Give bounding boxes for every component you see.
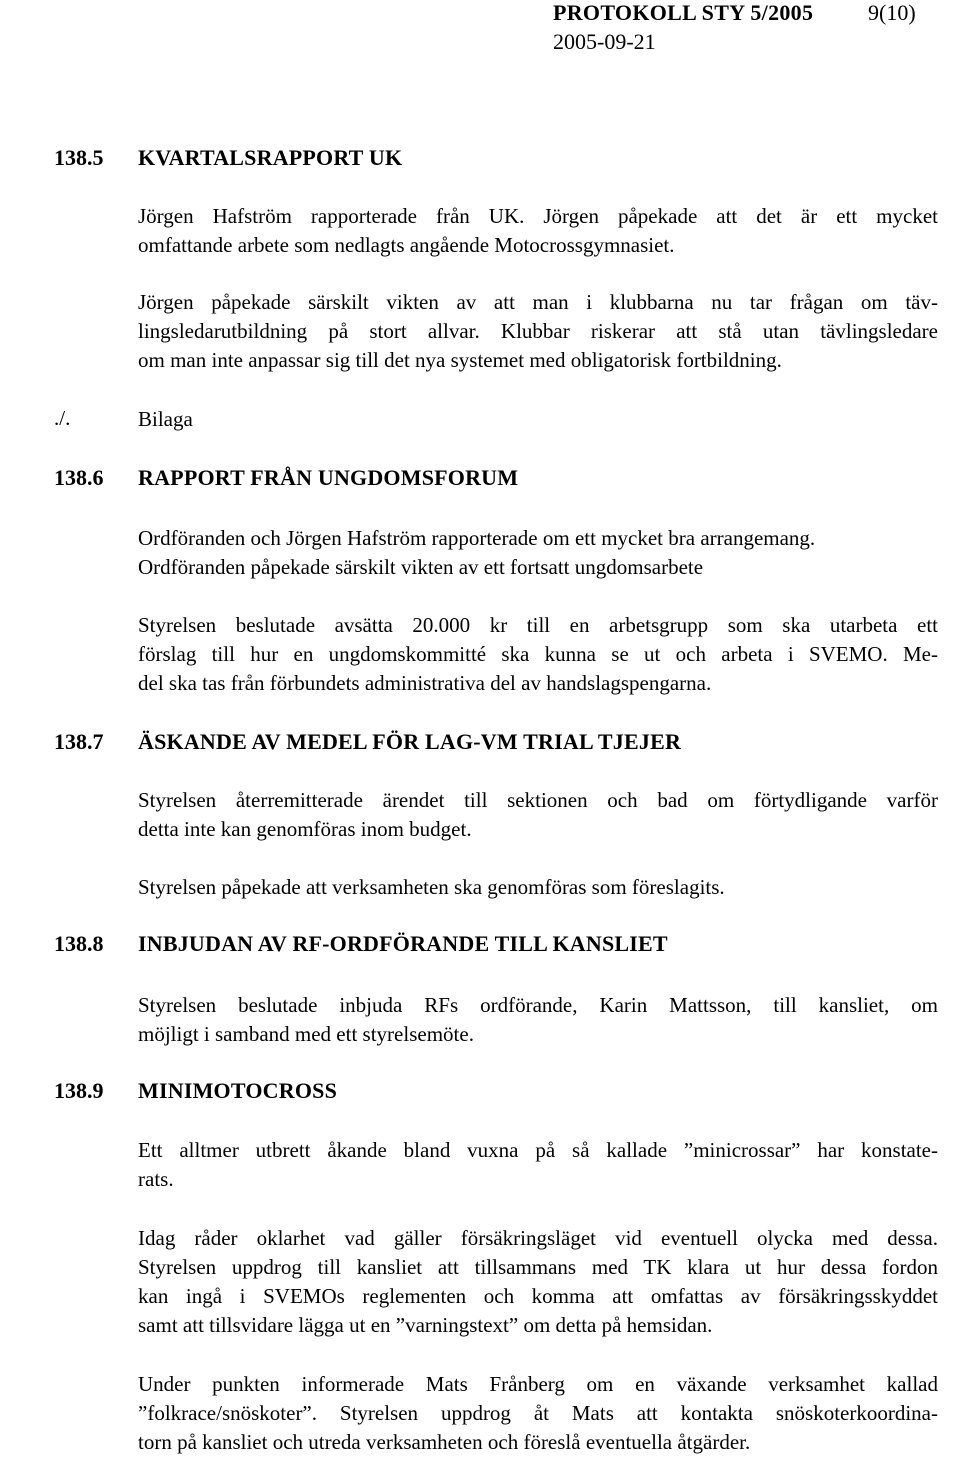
text-line: möjligt i samband med ett styrelsemöte. — [138, 1022, 474, 1046]
paragraph — [138, 1224, 938, 1340]
section-number-138-8: 138.8 — [54, 931, 104, 956]
text-line: ”folkrace/snöskoter”. Styrelsen uppdrog åt Mats att kontakta snöskoterkoordina- — [138, 1401, 938, 1425]
section-number-138-5: 138.5 — [54, 145, 104, 170]
paragraph — [138, 786, 938, 844]
attachment-margin-mark: ./. — [54, 406, 71, 430]
paragraph — [138, 1136, 938, 1194]
text-line: Jörgen påpekade särskilt vikten av att man i klubbarna nu tar frågan om täv- — [138, 290, 938, 314]
text-line: Bilaga — [138, 407, 193, 431]
section-title-138-9: MINIMOTOCROSS — [138, 1078, 337, 1103]
text-line: detta inte kan genomföras inom budget. — [138, 817, 472, 841]
paragraph — [138, 873, 938, 902]
paragraph — [138, 202, 938, 260]
paragraph — [138, 288, 938, 375]
text-line: om man inte anpassar sig till det nya systemet med obligatorisk fortbildning. — [138, 348, 782, 372]
text-line: lingsledarutbildning på stort allvar. Klubbar riskerar att stå utan tävlingsledare — [138, 319, 938, 343]
text-line: Ett alltmer utbrett åkande bland vuxna på så kallade ”minicrossar” har konstate- — [138, 1138, 938, 1162]
text-line: Idag råder oklarhet vad gäller försäkringsläget vid eventuell olycka med dessa. — [138, 1226, 938, 1250]
text-line: Styrelsen uppdrog till kansliet att tillsammans med TK klara ut hur dessa fordon — [138, 1255, 938, 1279]
paragraph — [138, 1370, 938, 1457]
text-line: rats. — [138, 1167, 174, 1191]
section-number-138-7: 138.7 — [54, 729, 104, 754]
paragraph — [138, 991, 938, 1049]
text-line: omfattande arbete som nedlagts angående Motocrossgymnasiet. — [138, 233, 675, 257]
paragraph — [138, 524, 938, 582]
text-line: förslag till hur en ungdomskommitté ska kunna se ut och arbeta i SVEMO. Me- — [138, 642, 938, 666]
attachment-label — [138, 405, 938, 434]
section-number-138-6: 138.6 — [54, 465, 104, 490]
text-line: kan ingå i SVEMOs reglementen och komma att omfattas av försäkringsskyddet — [138, 1284, 938, 1308]
text-line: Styrelsen beslutade inbjuda RFs ordförande, Karin Mattsson, till kansliet, om — [138, 993, 938, 1017]
text-line: Ordföranden påpekade särskilt vikten av ett fortsatt ungdomsarbete — [138, 555, 704, 579]
section-title-138-6: RAPPORT FRÅN UNGDOMSFORUM — [138, 465, 519, 490]
text-line: Styrelsen påpekade att verksamheten ska genomföras som föreslagits. — [138, 875, 725, 899]
section-title-138-5: KVARTALSRAPPORT UK — [138, 145, 403, 170]
text-line: Styrelsen beslutade avsätta 20.000 kr till en arbetsgrupp som ska utarbeta ett — [138, 613, 938, 637]
section-title-138-7: ÄSKANDE AV MEDEL FÖR LAG-VM TRIAL TJEJER — [138, 729, 682, 754]
text-line: Under punkten informerade Mats Frånberg om en växande verksamhet kallad — [138, 1372, 938, 1396]
text-line: Jörgen Hafström rapporterade från UK. Jörgen påpekade att det är ett mycket — [138, 204, 938, 228]
section-title-138-8: INBJUDAN AV RF-ORDFÖRANDE TILL KANSLIET — [138, 931, 668, 956]
text-line: Styrelsen återremitterade ärendet till sektionen och bad om förtydligande varför — [138, 788, 938, 812]
text-line: samt att tillsvidare lägga ut en ”varningstext” om detta på hemsidan. — [138, 1313, 713, 1337]
document-title: PROTOKOLL STY 5/2005 — [553, 0, 814, 25]
page-number: 9(10) — [868, 0, 916, 25]
paragraph — [138, 611, 938, 698]
text-line: Ordföranden och Jörgen Hafström rapporterade om ett mycket bra arrangemang. — [138, 526, 816, 550]
text-line: torn på kansliet och utreda verksamheten och föreslå eventuella åtgärder. — [138, 1430, 751, 1454]
text-line: del ska tas från förbundets administrativa del av handslagspengarna. — [138, 671, 712, 695]
section-number-138-9: 138.9 — [54, 1078, 104, 1103]
document-date: 2005-09-21 — [553, 29, 656, 54]
